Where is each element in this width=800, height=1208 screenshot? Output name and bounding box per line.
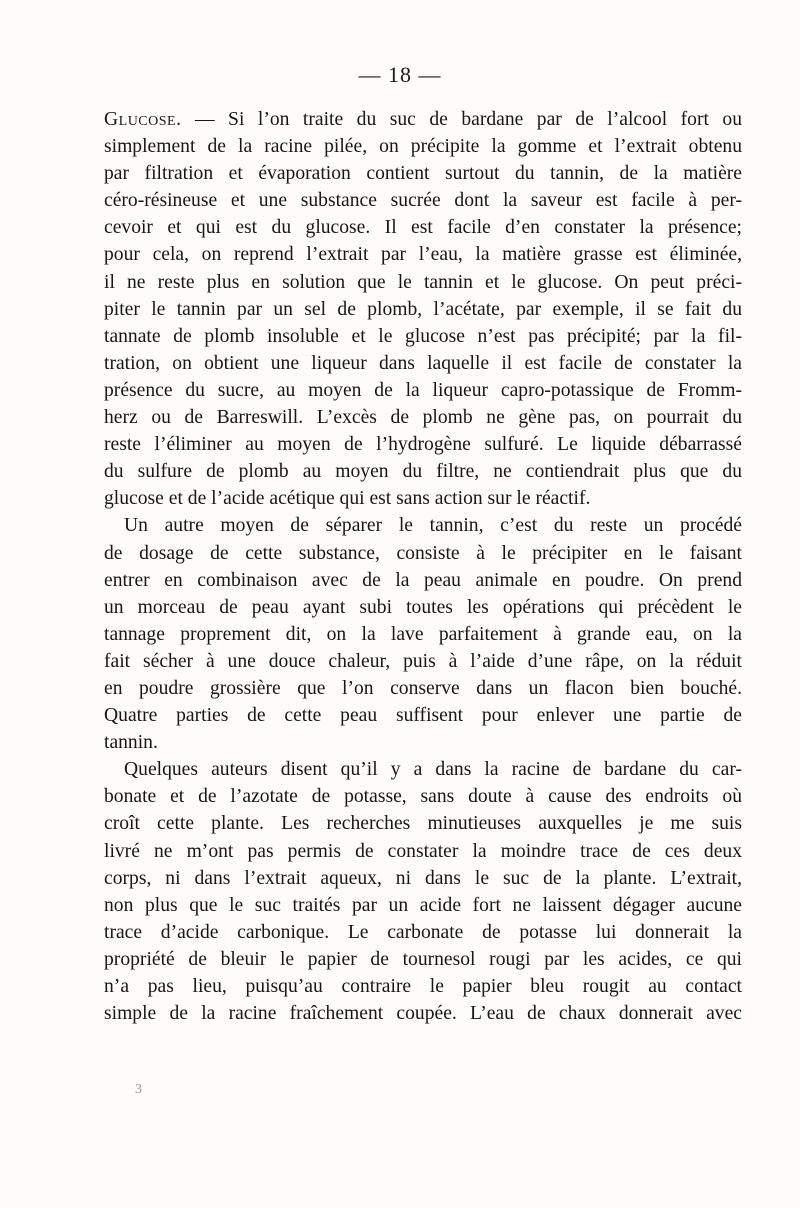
text-line: cevoir et qui est du glucose. Il est facile d’en constater la présence; [104, 217, 742, 239]
text-line: piter le tannin par un sel de plomb, l’acétate, par exemple, il se fait du [104, 298, 742, 320]
text-line: tannage proprement dit, on la lave parfaitement à grande eau, on la [104, 623, 742, 645]
text-line: fait sécher à une douce chaleur, puis à l’aide d’une râpe, on la réduit [104, 650, 742, 672]
text-line: céro-résineuse et une substance sucrée dont la saveur est facile à per- [104, 190, 742, 212]
text-line: herz ou de Barreswill. L’excès de plomb ne gène pas, on pourrait du [104, 407, 742, 429]
text-line: de dosage de cette substance, consiste à le précipiter en le faisant [104, 542, 742, 564]
text-line: Quelques auteurs disent qu’il y a dans la racine de bardane du car- [124, 759, 742, 781]
text-line: Un autre moyen de séparer le tannin, c’est du reste un procédé [124, 515, 742, 537]
text-line: tannate de plomb insoluble et le glucose n’est pas précipité; par la fil- [104, 325, 742, 347]
text-line: reste l’éliminer au moyen de l’hydrogène sulfuré. Le liquide débarrassé [104, 434, 742, 456]
text-line: simplement de la racine pilée, on précipite la gomme et l’extrait obtenu [104, 136, 742, 158]
body-text [104, 106, 742, 1027]
text-line: par filtration et évaporation contient surtout du tannin, de la matière [104, 163, 742, 185]
text-line: livré ne m’ont pas permis de constater la moindre trace de ces deux [104, 840, 742, 862]
text-line: simple de la racine fraîchement coupée. L’eau de chaux donnerait avec [104, 1003, 742, 1025]
text-line: du sulfure de plomb au moyen du filtre, ne contiendrait plus que du [104, 461, 742, 483]
footer-mark: 3 [135, 1082, 142, 1097]
text-line: corps, ni dans l’extrait aqueux, ni dans le suc de la plante. L’extrait, [104, 867, 742, 889]
text-line: un morceau de peau ayant subi toutes les opérations qui précèdent le [104, 596, 742, 618]
page-number: — 18 — [358, 62, 442, 87]
text-line [104, 106, 742, 133]
text-line: glucose et de l’acide acétique qui est sans action sur le réactif. [104, 488, 591, 510]
text-line: en poudre grossière que l’on conserve dans un flacon bien bouché. [104, 677, 742, 699]
text-line: n’a pas lieu, puisqu’au contraire le papier bleu rougit au contact [104, 976, 742, 997]
text-line: pour cela, on reprend l’extrait par l’eau, la matière grasse est éliminée, [104, 244, 742, 266]
text-line: bonate et de l’azotate de potasse, sans doute à cause des endroits où [104, 786, 742, 808]
section-heading: Glucose. [104, 109, 182, 130]
text-line-content: — Si l’on traite du suc de bardane par de l’alcool fort ou [181, 109, 742, 130]
text-line: non plus que le suc traités par un acide fort ne laissent dégager aucune [104, 894, 742, 916]
text-line: Quatre parties de cette peau suffisent pour enlever une partie de [104, 705, 742, 727]
text-line: tration, on obtient une liqueur dans laquelle il est facile de constater la [104, 352, 742, 374]
text-line: tannin. [104, 732, 158, 754]
text-line: trace d’acide carbonique. Le carbonate de potasse lui donnerait la [104, 921, 742, 943]
text-line: il ne reste plus en solution que le tannin et le glucose. On peut préci- [104, 271, 742, 293]
text-line: croît cette plante. Les recherches minutieuses auxquelles je me suis [104, 813, 742, 835]
text-line: présence du sucre, au moyen de la liqueur capro-potassique de Fromm- [104, 379, 742, 401]
text-line: entrer en combinaison avec de la peau animale en poudre. On prend [104, 569, 742, 591]
text-line: propriété de bleuir le papier de tournesol rougi par les acides, ce qui [104, 948, 742, 970]
